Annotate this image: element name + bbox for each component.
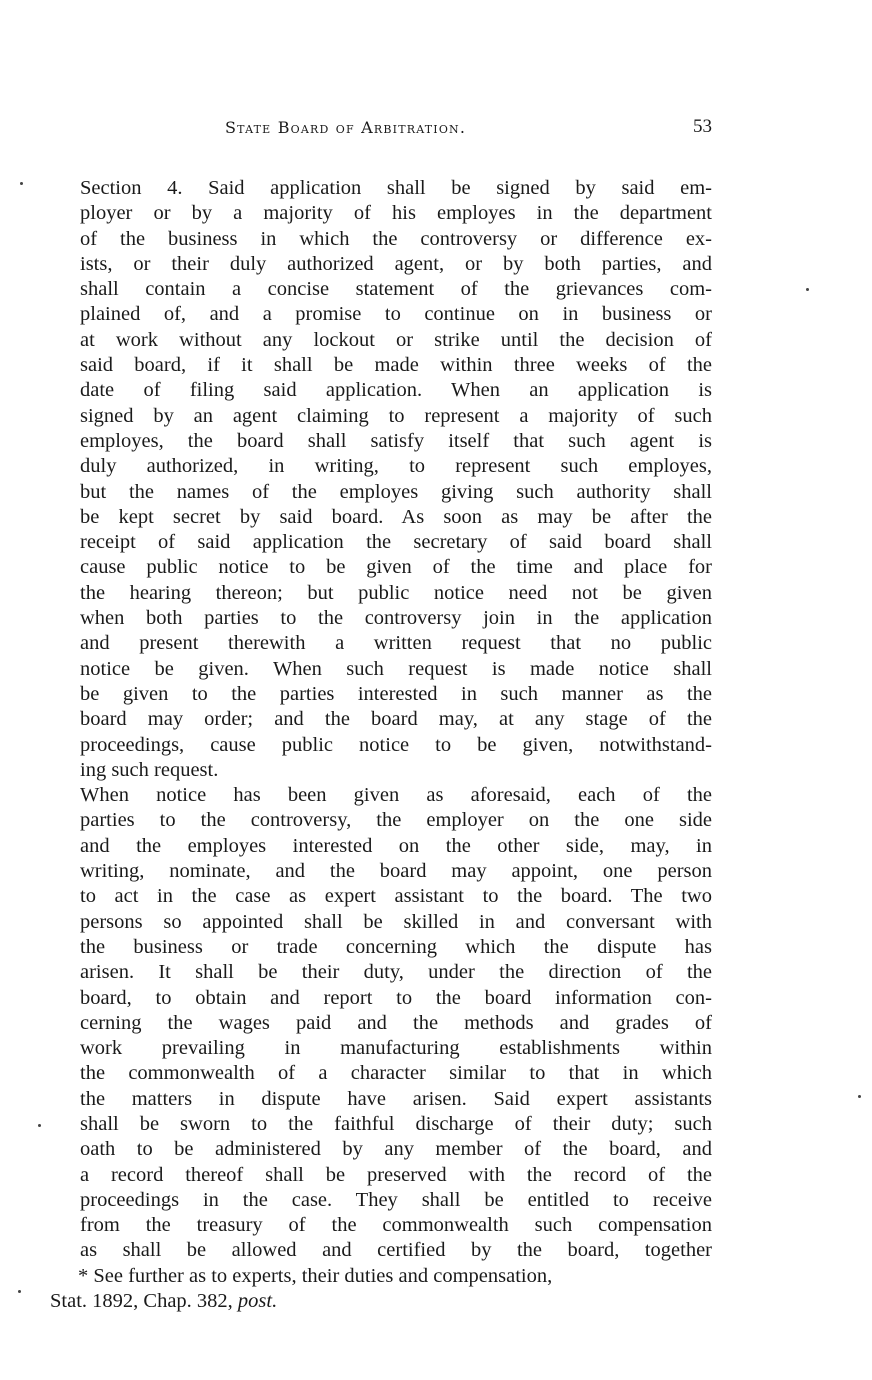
text-line: cause public notice to be given of the time and place for bbox=[80, 556, 712, 579]
text-line: be kept secret by said board. As soon as may be after the bbox=[80, 505, 712, 528]
text-line: parties to the controversy, the employer on the one side bbox=[80, 809, 712, 832]
text-line: notice be given. When such request is made notice shall bbox=[80, 657, 712, 680]
text-line: of the business in which the controversy or difference ex- bbox=[80, 227, 712, 250]
text-line: shall contain a concise statement of the grievances com- bbox=[80, 278, 712, 301]
text-line: the commonwealth of a character similar to that in which bbox=[80, 1062, 712, 1085]
print-speck bbox=[806, 288, 809, 291]
text-line: proceedings in the case. They shall be entitled to receive bbox=[80, 1188, 712, 1211]
text-line: the matters in dispute have arisen. Said expert assistants bbox=[80, 1087, 712, 1110]
text-line: but the names of the employes giving such authority shall bbox=[80, 480, 712, 503]
body-text bbox=[80, 176, 712, 1264]
page-number: 53 bbox=[693, 116, 712, 137]
text-line: from the treasury of the commonwealth such compensation bbox=[80, 1214, 712, 1237]
text-line: and present therewith a written request that no public bbox=[80, 632, 712, 655]
running-head bbox=[80, 116, 712, 146]
footnote-line: * See further as to experts, their duties and compensation, bbox=[78, 1265, 553, 1287]
text-line: the business or trade concerning which the dispute has bbox=[80, 935, 712, 958]
footnote-citation-italic: post. bbox=[237, 1290, 278, 1313]
text-line: arisen. It shall be their duty, under the direction of the bbox=[80, 961, 712, 984]
print-speck bbox=[858, 1095, 861, 1098]
text-line: oath to be administered by any member of the board, and bbox=[80, 1138, 712, 1161]
text-line: persons so appointed shall be skilled in and conversant with bbox=[80, 910, 712, 933]
footnote bbox=[50, 1264, 712, 1315]
text-line: date of filing said application. When an application is bbox=[80, 379, 712, 402]
text-line: duly authorized, in writing, to represent such employes, bbox=[80, 455, 712, 478]
text-line: to act in the case as expert assistant to the board. The two bbox=[80, 885, 712, 908]
text-line: signed by an agent claiming to represent a majority of such bbox=[80, 404, 712, 427]
text-line: proceedings, cause public notice to be given, notwithstand- bbox=[80, 733, 712, 756]
text-line: when both parties to the controversy join in the application bbox=[80, 607, 712, 630]
footnote-citation bbox=[50, 1289, 712, 1314]
text-line: shall be sworn to the faithful discharge of their duty; such bbox=[80, 1112, 712, 1135]
text-line: ployer or by a majority of his employes in the department bbox=[80, 202, 712, 225]
text-line: When notice has been given as aforesaid, each of the bbox=[80, 784, 712, 807]
text-line: Section 4. Said application shall be signed by said em- bbox=[80, 177, 712, 199]
text-line: at work without any lockout or strike until the decision of bbox=[80, 328, 712, 351]
paragraph-expert-assistants bbox=[80, 783, 712, 1264]
text-line: said board, if it shall be made within three weeks of the bbox=[80, 354, 712, 377]
text-line: cerning the wages paid and the methods and grades of bbox=[80, 1011, 712, 1034]
text-line: board, to obtain and report to the board information con- bbox=[80, 986, 712, 1009]
text-line: receipt of said application the secretary of said board shall bbox=[80, 531, 712, 554]
text-line: employes, the board shall satisfy itself that such agent is bbox=[80, 429, 712, 452]
print-speck bbox=[20, 182, 23, 185]
text-line: be given to the parties interested in such manner as the bbox=[80, 682, 712, 705]
text-line: the hearing thereon; but public notice need not be given bbox=[80, 581, 712, 604]
text-line: a record thereof shall be preserved with the record of the bbox=[80, 1163, 712, 1186]
print-speck bbox=[18, 1290, 21, 1293]
text-line: ists, or their duly authorized agent, or by both parties, and bbox=[80, 252, 712, 275]
print-speck bbox=[38, 1124, 41, 1127]
text-line: and the employes interested on the other side, may, in bbox=[80, 834, 712, 857]
text-line: plained of, and a promise to continue on in business or bbox=[80, 303, 712, 326]
footnote-citation-text: Stat. 1892, Chap. 382, bbox=[50, 1290, 238, 1313]
text-line: writing, nominate, and the board may appoint, one person bbox=[80, 860, 712, 883]
paragraph-section-4 bbox=[80, 176, 712, 783]
text-line: ing such request. bbox=[80, 758, 219, 781]
text-line: as shall be allowed and certified by the board, together bbox=[80, 1239, 712, 1262]
running-title: State Board of Arbitration. bbox=[225, 118, 467, 137]
text-line: work prevailing in manufacturing establishments within bbox=[80, 1037, 712, 1060]
text-line: board may order; and the board may, at any stage of the bbox=[80, 708, 712, 731]
